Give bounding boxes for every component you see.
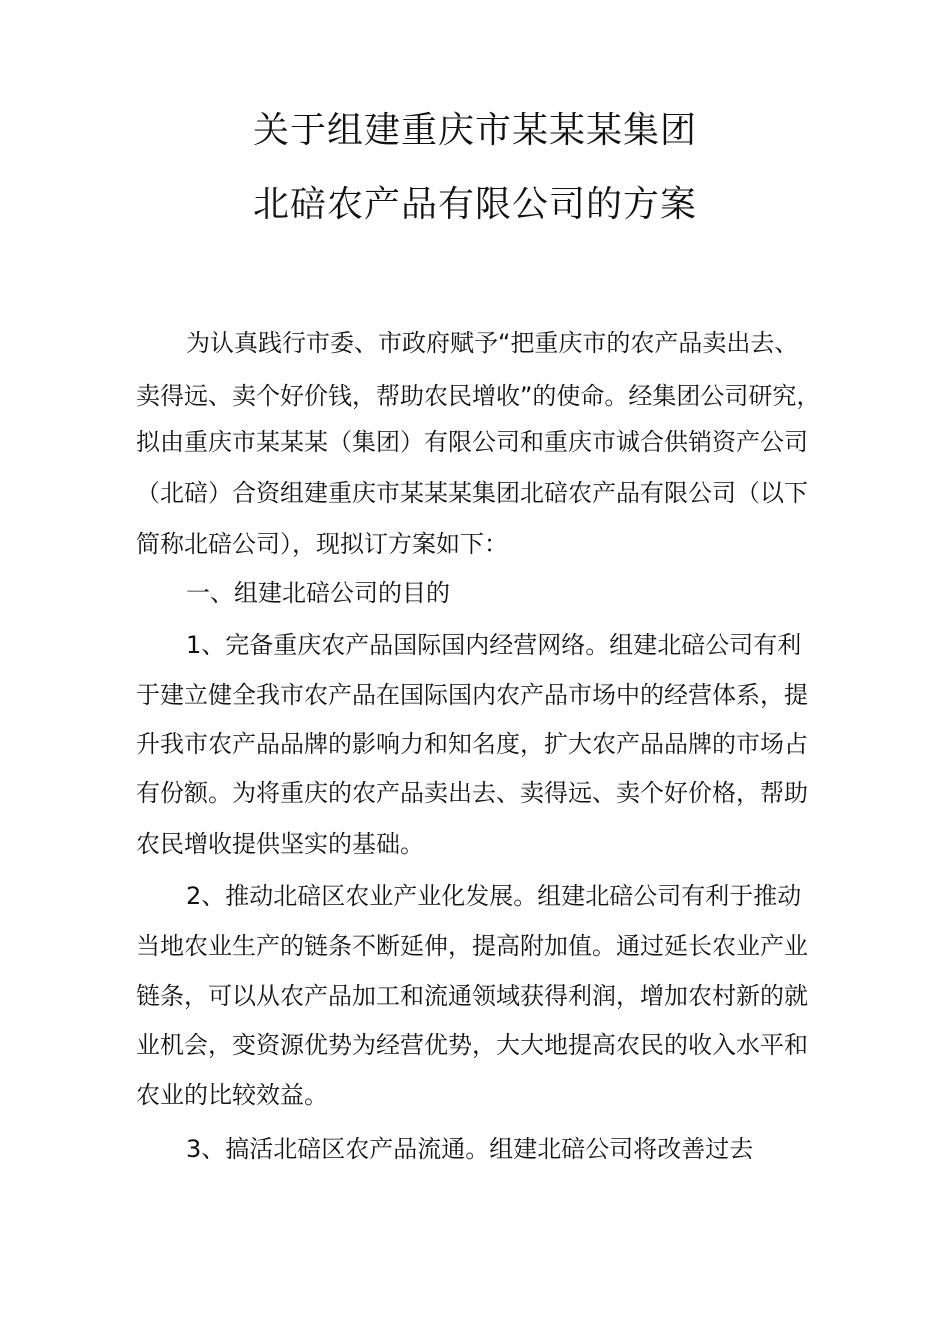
body-line: 2、推动北碚区农业产业化发展。组建北碚公司有利于推动 [186,882,802,910]
body-line: 链条，可以从农产品加工和流通领域获得利润，增加农村新的就 [136,982,808,1010]
body-line: 1、完备重庆农产品国际国内经营网络。组建北碚公司有利 [186,631,802,659]
body-line: （北碚）合资组建重庆市某某某集团北碚农产品有限公司（以下 [136,479,808,507]
body-line: 当地农业生产的链条不断延伸，提高附加值。通过延长农业产业 [136,932,808,960]
body-line: 农业的比较效益。 [136,1081,328,1109]
body-line: 业机会，变资源优势为经营优势，大大地提高农民的收入水平和 [136,1031,808,1059]
document-title-line-1: 关于组建重庆市某某某集团 [252,110,697,151]
body-line: 简称北碚公司），现拟订方案如下： [136,530,508,558]
body-line: 卖得远、卖个好价钱，帮助农民增收”的使命。经集团公司研究， [136,382,821,410]
section-heading: 一、组建北碚公司的目的 [186,579,450,607]
body-line: 升我市农产品品牌的影响力和知名度，扩大农产品品牌的市场占 [136,730,808,758]
body-line: 为认真践行市委、市政府赋予“把重庆市的农产品卖出去、 [186,329,799,357]
body-line: 拟由重庆市某某某（集团）有限公司和重庆市诚合供销资产公司 [136,428,808,456]
document-title-line-2: 北碚农产品有限公司的方案 [252,184,697,225]
body-line: 农民增收提供坚实的基础。 [136,830,424,858]
body-line: 3、搞活北碚区农产品流通。组建北碚公司将改善过去 [186,1135,754,1163]
body-line: 有份额。为将重庆的农产品卖出去、卖得远、卖个好价格，帮助 [136,779,808,807]
body-line: 于建立健全我市农产品在国际国内农产品市场中的经营体系，提 [136,681,808,709]
